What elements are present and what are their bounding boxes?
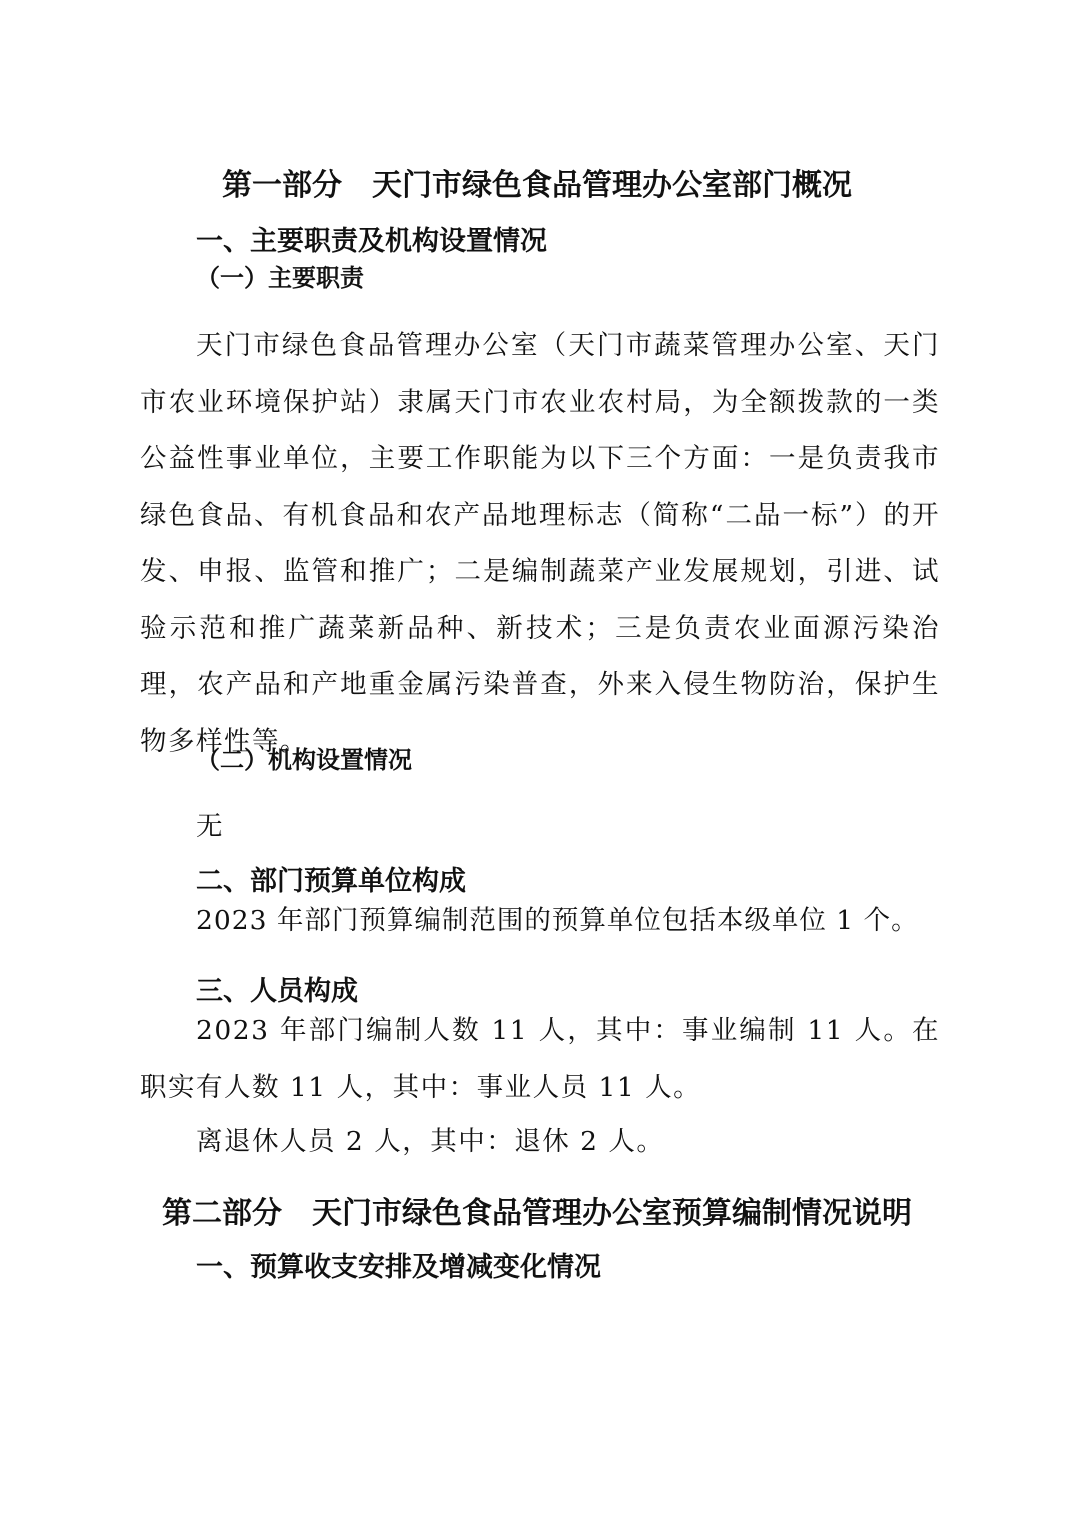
part1-title: 第一部分 天门市绿色食品管理办公室部门概况 [222, 168, 852, 203]
section-2-heading: 二、部门预算单位构成 [196, 866, 466, 897]
duties-paragraph: 天门市绿色食品管理办公室（天门市蔬菜管理办公室、天门市农业环境保护站）隶属天门市农业农村局，为全额拨款的一类公益性事业单位，主要工作职能为以下三个方面：一是负责我市绿色食品、有机食品和农产品地理标志（简称“二品一标”）的开发、申报、监管和推广；二是编制蔬菜产业发展规划，引进、试验示范和推广蔬菜新品种、新技术；三是负责农业面源污染治理，农产品和产地重金属污染普查，外来入侵生物防治，保护生物多样性等。 [140, 330, 940, 757]
section-1-heading: 一、主要职责及机构设置情况 [196, 226, 547, 257]
section-3-heading: 三、人员构成 [196, 976, 358, 1007]
subsection-duties-heading: （一）主要职责 [196, 263, 364, 292]
subsection-org-heading: （二）机构设置情况 [196, 745, 412, 774]
org-paragraph: 无 [196, 811, 224, 842]
staff-paragraph: 2023 年部门编制人数 11 人，其中：事业编制 11 人。在职实有人数 11 人，其中：事业人员 11 人。 [140, 1015, 940, 1103]
part2-section-1-heading: 一、预算收支安排及增减变化情况 [196, 1252, 601, 1283]
retired-paragraph: 离退休人员 2 人，其中：退休 2 人。 [196, 1126, 665, 1157]
part2-title: 第二部分 天门市绿色食品管理办公室预算编制情况说明 [162, 1196, 912, 1231]
budget-unit-paragraph: 2023 年部门预算编制范围的预算单位包括本级单位 1 个。 [196, 905, 919, 936]
